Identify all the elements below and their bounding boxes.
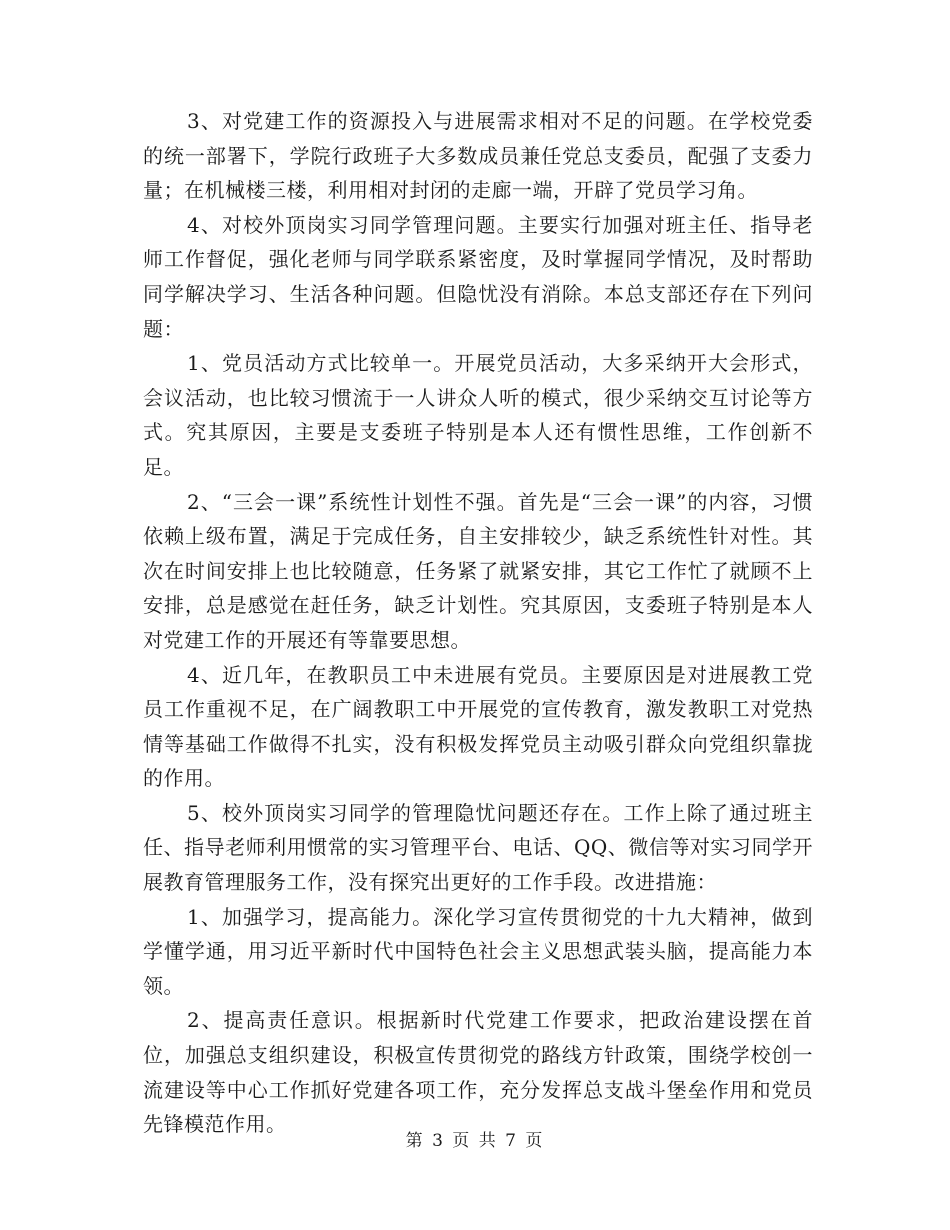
paragraph: 2、“三会一课”系统性计划性不强。首先是“三会一课”的内容，习惯依赖上级布置，满足于完成任务，自主安排较少，缺乏系统性针对性。其次在时间安排上也比较随意，任务紧了就紧安排，其它工作忙了就顾不上安排，总是感觉在赶任务，缺乏计划性。究其原因，支委班子特别是本人对党建工作的开展还有等靠要思想。 (143, 489, 813, 652)
paragraph: 4、近几年，在教职员工中未进展有党员。主要原因是对进展教工党员工作重视不足，在广阔教职工中开展党的宣传教育，激发教职工对党热情等基础工作做得不扎实，没有积极发挥党员主动吸引群众向党组织靠拢的作用。 (143, 662, 813, 791)
paragraph: 5、校外顶岗实习同学的管理隐忧问题还存在。工作上除了通过班主任、指导老师利用惯常的实习管理平台、电话、QQ、微信等对实习同学开展教育管理服务工作，没有探究出更好的工作手段。改进措施： (143, 800, 813, 895)
paragraph: 4、对校外顶岗实习同学管理问题。主要实行加强对班主任、指导老师工作督促，强化老师与同学联系紧密度，及时掌握同学情况，及时帮助同学解决学习、生活各种问题。但隐忧没有消除。本总支部还存在下列问题： (143, 212, 813, 341)
paragraph: 1、加强学习，提高能力。深化学习宣传贯彻党的十九大精神，做到学懂学通，用习近平新时代中国特色社会主义思想武装头脑，提高能力本领。 (143, 904, 813, 998)
document-body (143, 104, 813, 1142)
page-number-footer: 第 3 页 共 7 页 (405, 1131, 545, 1151)
paragraph: 2、提高责任意识。根据新时代党建工作要求，把政治建设摆在首位，加强总支组织建设，积极宣传贯彻党的路线方针政策，围绕学校创一流建设等中心工作抓好党建各项工作，充分发挥总支战斗堡垒作用和党员先锋模范作用。 (143, 1008, 813, 1137)
paragraph: 3、对党建工作的资源投入与进展需求相对不足的问题。在学校党委的统一部署下，学院行政班子大多数成员兼任党总支委员，配强了支委力量；在机械楼三楼，利用相对封闭的走廊一端，开辟了党员学习角。 (143, 109, 813, 203)
paragraph: 1、党员活动方式比较单一。开展党员活动，大多采纳开大会形式，会议活动，也比较习惯流于一人讲众人听的模式，很少采纳交互讨论等方式。究其原因，主要是支委班子特别是本人还有惯性思维，工作创新不足。 (143, 351, 813, 479)
